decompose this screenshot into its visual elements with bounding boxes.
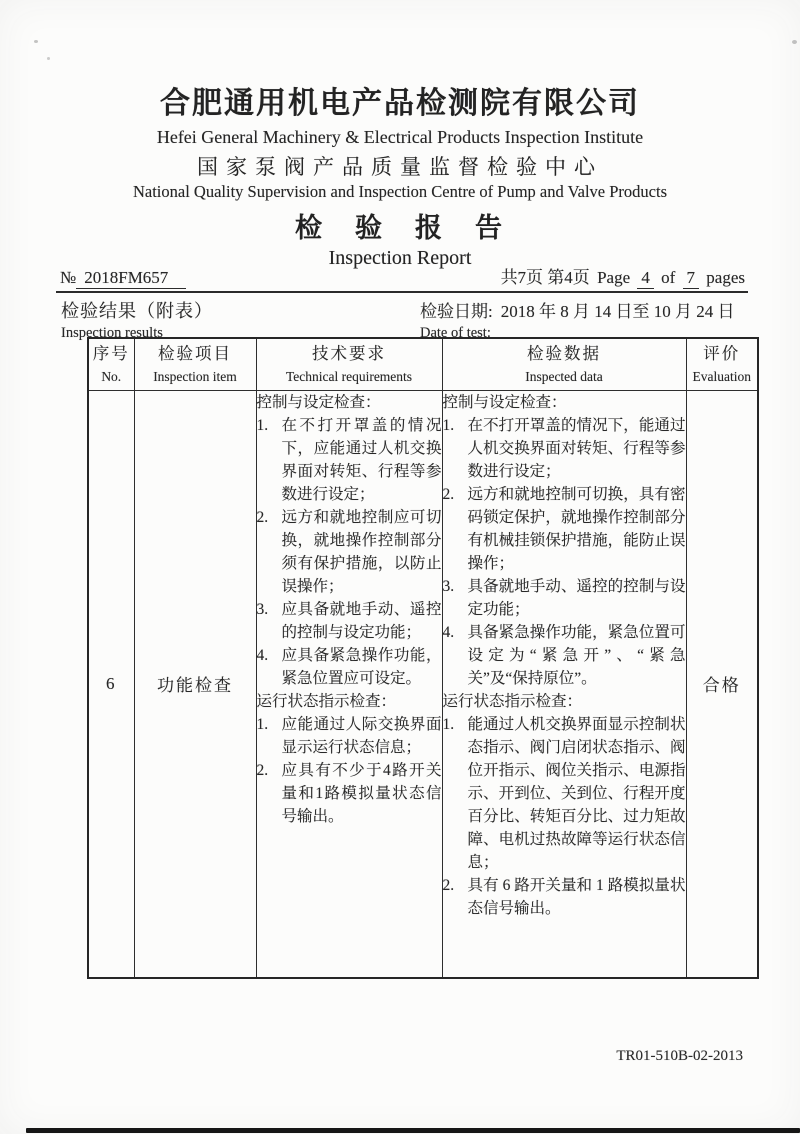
list-item-text: 应具备就地手动、遥控的控制与设定功能； (281, 600, 442, 641)
date-label-cn: 检验日期: (420, 302, 493, 321)
list-item-number: 3. (256, 600, 269, 618)
report-number (60, 268, 186, 288)
results-label (61, 297, 213, 342)
list-item (443, 483, 686, 575)
col-header-data-cn: 检验数据 (527, 344, 601, 364)
list-item-text: 具备紧急操作功能，紧急位置可设定为“紧急开”、“紧急关”及“保持原位”。 (467, 623, 686, 687)
results-label-en: Inspection results (61, 325, 163, 341)
date-label-en: Date of test: (420, 325, 491, 341)
list-item-number: 4. (256, 646, 269, 664)
list-item (443, 575, 686, 621)
list-item-text: 应具备紧急操作功能，紧急位置应可设定。 (281, 646, 442, 687)
list-item-number: 2. (256, 761, 269, 779)
col-header-requirements (256, 338, 442, 390)
list-item-text: 应具有不少于4路开关量和1路模拟量状态信号输出。 (281, 761, 442, 825)
centre-name-cn: 国家泵阀产品质量监督检验中心 (197, 155, 603, 179)
inspected-data-text (443, 391, 686, 920)
scan-edge-strip (26, 1128, 800, 1133)
list-item (257, 713, 442, 759)
cell-sequence-no: 6 (88, 390, 134, 978)
list-item-number: 2. (256, 508, 269, 526)
scan-speck (34, 40, 38, 43)
list-item-text: 远方和就地控制可切换，具有密码锁定保护，就地操作控制部分有机械挂锁保护措施，能防止误操作； (467, 485, 686, 572)
list-item-number: 2. (442, 876, 455, 894)
list-item (257, 644, 442, 690)
no-symbol: № (60, 268, 77, 287)
section-heading: 运行状态指示检查： (442, 692, 583, 710)
section-heading: 控制与设定检查： (256, 393, 381, 411)
cell-technical-requirements (256, 390, 442, 978)
list-item-number: 4. (442, 623, 455, 641)
report-header (0, 84, 800, 271)
list-item-text: 具备就地手动、遥控的控制与设定功能； (467, 577, 686, 618)
page-total: 7 (683, 268, 700, 289)
test-date (420, 297, 734, 342)
test-date-cn (420, 297, 734, 322)
list-item (257, 414, 442, 506)
inspection-results-table (87, 337, 759, 979)
col-header-evaluation (686, 338, 758, 390)
document-code: TR01-510B-02-2013 (616, 1048, 743, 1064)
list-item-number: 1. (442, 715, 455, 733)
list-item (257, 759, 442, 828)
col-header-data (442, 338, 686, 390)
requirements-text (257, 391, 442, 828)
scan-speck (792, 40, 797, 44)
col-header-requirements-en: Technical requirements (285, 369, 413, 385)
page-label: Page (597, 268, 631, 287)
list-item (257, 598, 442, 644)
section-heading: 控制与设定检查： (442, 393, 567, 411)
col-header-evaluation-cn: 评价 (703, 344, 741, 364)
list-item (257, 506, 442, 598)
list-item-number: 1. (442, 416, 455, 434)
list-item-text: 应能通过人际交换界面显示运行状态信息； (281, 715, 442, 756)
table-row (88, 390, 758, 978)
cell-inspected-data (442, 390, 686, 978)
list-item-number: 1. (256, 416, 269, 434)
col-header-no (88, 338, 134, 390)
pages-cn: 共7页 第4页 (500, 268, 590, 287)
col-header-item (134, 338, 256, 390)
scan-speck (47, 57, 50, 60)
list-item-text: 远方和就地控制应可切换，就地操作控制部分须有保护措施，以防止误操作； (281, 508, 442, 595)
company-name-cn: 合肥通用机电产品检测院有限公司 (160, 87, 640, 120)
list-item-text: 在不打开罩盖的情况下，应能通过人机交换界面对转矩、行程等参数进行设定； (281, 416, 442, 503)
col-header-requirements-cn: 技术要求 (312, 344, 386, 364)
centre-name-en: National Quality Supervision and Inspection Centre of Pump and Valve Products (132, 182, 668, 201)
pages-label: pages (706, 268, 745, 287)
table-header-row (88, 338, 758, 390)
section-heading: 运行状态指示检查： (256, 692, 397, 710)
page-count (498, 263, 745, 288)
col-header-item-en: Inspection item (153, 369, 237, 385)
col-header-item-cn: 检验项目 (158, 344, 232, 364)
of-label: of (661, 268, 676, 287)
report-title-en: Inspection Report (328, 247, 472, 269)
cell-inspection-item: 功能检查 (134, 390, 256, 978)
report-title-cn: 检 验 报 告 (295, 213, 505, 243)
list-item-text: 具有 6 路开关量和 1 路模拟量状态信号输出。 (467, 876, 686, 917)
col-header-no-en: No. (101, 369, 122, 385)
list-item-number: 2. (442, 485, 455, 503)
col-header-no-cn: 序号 (92, 344, 130, 364)
col-header-evaluation-en: Evaluation (692, 369, 751, 385)
list-item-text: 在不打开罩盖的情况下，能通过人机交换界面对转矩、行程等参数进行设定； (467, 416, 686, 480)
date-value: 2018 年 8 月 14 日至 10 月 24 日 (500, 302, 735, 321)
list-item (443, 414, 686, 483)
col-header-data-en: Inspected data (525, 369, 603, 385)
horizontal-rule (56, 291, 748, 293)
list-item-number: 1. (256, 715, 269, 733)
report-number-value: 2018FM657 (76, 268, 186, 289)
cell-evaluation: 合格 (686, 390, 758, 978)
list-item (443, 713, 686, 874)
list-item-number: 3. (442, 577, 455, 595)
company-name-en: Hefei General Machinery & Electrical Products Inspection Institute (156, 127, 644, 147)
page-current: 4 (637, 268, 654, 289)
meta-line (60, 263, 745, 288)
list-item-text: 能通过人机交换界面显示控制状态指示、阀门启闭状态指示、阀位开指示、阀位关指示、电源指示、开到位、关到位、行程开度百分比、转矩百分比、过力矩故障、电机过热故障等运行状态信息； (467, 715, 686, 871)
results-label-cn: 检验结果（附表） (61, 301, 213, 321)
list-item (443, 874, 686, 920)
list-item (443, 621, 686, 690)
